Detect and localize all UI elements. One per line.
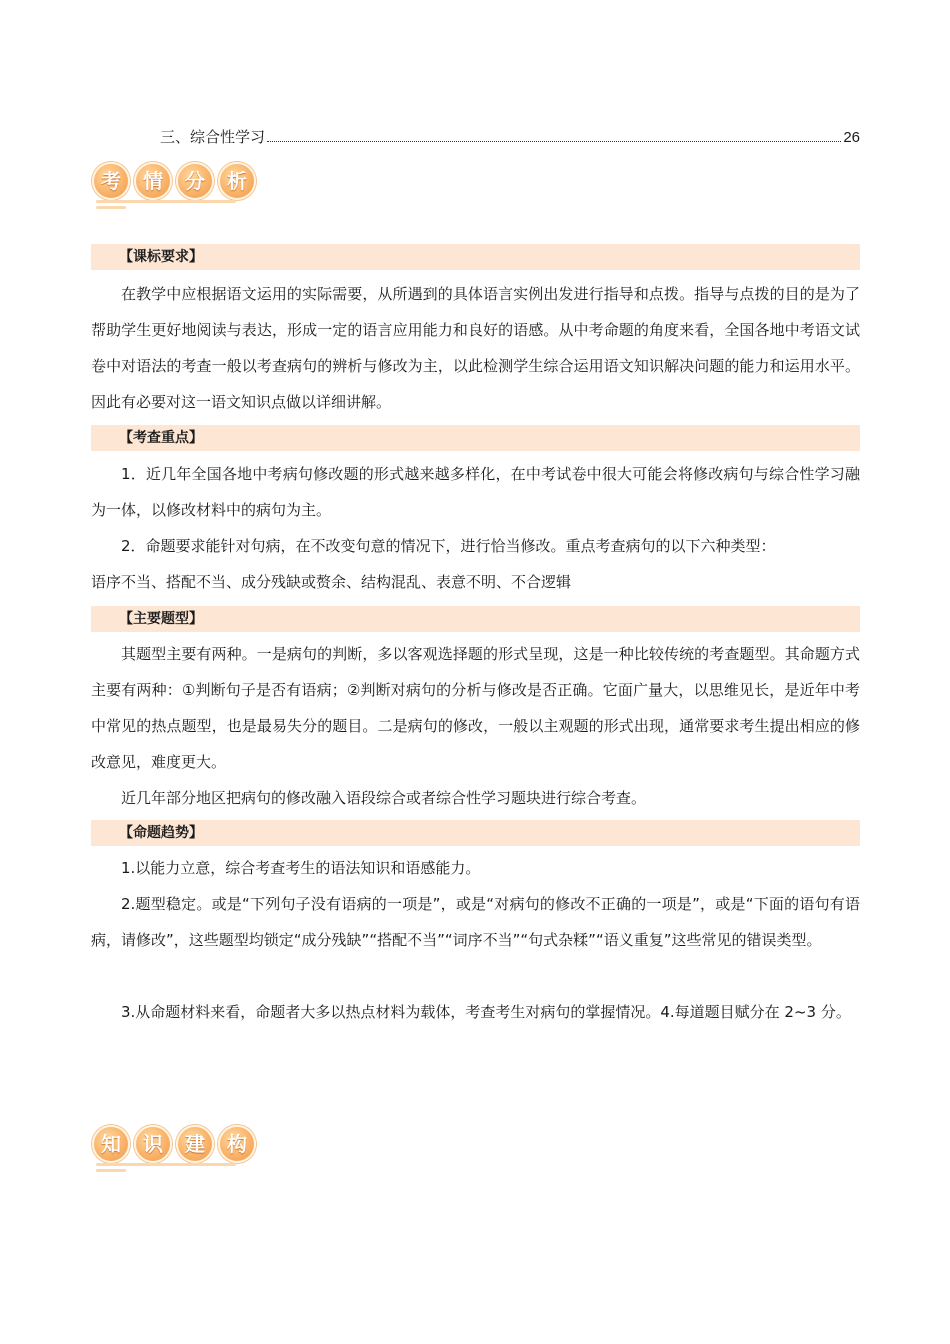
badge-underline bbox=[96, 200, 236, 212]
paragraph: 在教学中应根据语文运用的实际需要，从所遇到的具体语言实例出发进行指导和点拨。指导与点拨的目的是为了帮助学生更好地阅读与表达，形成一定的语言应用能力和良好的语感。从中考命题的角度来看，全国各地中考语文试卷中对语法的考查一般以考查病句的辨析与修改为主，以此检测学生综合运用语文知识解决问题的能力和运用水平。因此有必要对这一语文知识点做以详细讲解。 bbox=[91, 285, 860, 411]
paragraph: 其题型主要有两种。一是病句的判断，多以客观选择题的形式呈现，这是一种比较传统的考查题型。其命题方式主要有两种：①判断句子是否有语病；②判断对病句的分析与修改是否正确。它面广量大，以思维见长，是近年中考中常见的热点题型，也是最易失分的题目。二是病句的修改，一般以主观题的形式出现，通常要求考生提出相应的修改意见，难度更大。 bbox=[91, 645, 860, 771]
paragraph: 语序不当、搭配不当、成分残缺或赘余、结构混乱、表意不明、不合逻辑 bbox=[91, 573, 572, 591]
badge-char: 识 bbox=[134, 1125, 172, 1163]
badge-char: 析 bbox=[218, 162, 256, 200]
toc-label: 三、综合性学习 bbox=[160, 128, 266, 146]
section-badge-kaoqing bbox=[92, 162, 260, 200]
paragraph: 2.题型稳定。或是“下列句子没有语病的一项是”，或是“对病句的修改不正确的一项是”，或是“下面的语句有语病，请修改”，这些题型均锁定“成分残缺”“搭配不当”“词序不当”“句式杂糅”“语义重复”这些常见的错误类型。 bbox=[91, 895, 860, 949]
badge-char: 分 bbox=[176, 162, 214, 200]
paragraph: 3.从命题材料来看，命题者大多以热点材料为载体，考查考生对病句的掌握情况。4.每道题目赋分在 2~3 分。 bbox=[121, 1003, 851, 1021]
badge-char: 情 bbox=[134, 162, 172, 200]
paragraph: 近几年部分地区把病句的修改融入语段综合或者综合性学习题块进行综合考查。 bbox=[121, 789, 647, 807]
paragraph: 2．命题要求能针对句病，在不改变句意的情况下，进行恰当修改。重点考查病句的以下六种类型： bbox=[121, 537, 776, 555]
paragraph: 1.以能力立意，综合考查考生的语法知识和语感能力。 bbox=[121, 859, 481, 877]
section-badge-zhishi bbox=[92, 1125, 260, 1163]
badge-char: 构 bbox=[218, 1125, 256, 1163]
badge-char: 知 bbox=[92, 1125, 130, 1163]
section-heading-zhongdian: 【考查重点】 bbox=[91, 425, 860, 451]
paragraph: 1．近几年全国各地中考病句修改题的形式越来越多样化，在中考试卷中很大可能会将修改病句与综合性学习融为一体，以修改材料中的病句为主。 bbox=[91, 465, 860, 519]
toc-entry[interactable] bbox=[160, 126, 860, 149]
toc-page-number: 26 bbox=[843, 129, 860, 146]
section-heading-kebiao: 【课标要求】 bbox=[91, 244, 860, 270]
toc-leader-dots bbox=[267, 141, 841, 142]
badge-char: 考 bbox=[92, 162, 130, 200]
badge-char: 建 bbox=[176, 1125, 214, 1163]
section-heading-qushi: 【命题趋势】 bbox=[91, 820, 860, 846]
section-heading-tixing: 【主要题型】 bbox=[91, 606, 860, 632]
badge-underline bbox=[96, 1163, 236, 1175]
